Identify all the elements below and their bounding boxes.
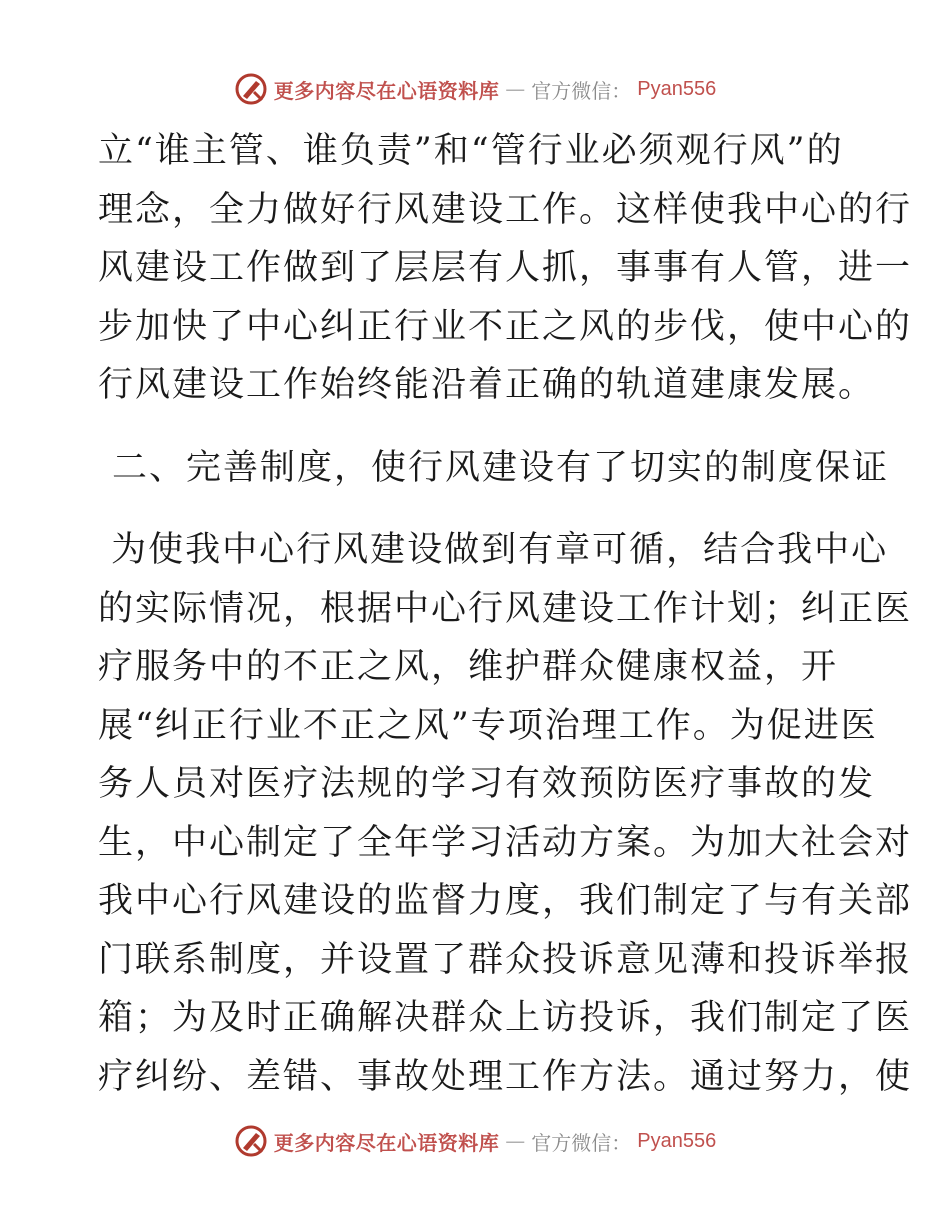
text-line: 立“谁主管、谁负责”和“管行业必须观行风”的 <box>98 131 844 171</box>
text-line: 的实际情况，根据中心行风建设工作计划；纠正医 <box>98 588 913 629</box>
paragraph-1 <box>98 122 913 415</box>
spacer <box>98 497 858 521</box>
brand-logo-icon <box>234 72 268 106</box>
section-heading: 二、完善制度，使行风建设有了切实的制度保证 <box>112 447 890 488</box>
banner-separator: — <box>505 77 526 101</box>
footer-banner <box>0 1124 950 1158</box>
banner-wechat-id: Pyan556 <box>637 77 717 100</box>
text-line: 箱；为及时正确解决群众上访投诉，我们制定了医 <box>98 998 913 1038</box>
text-line: 展“纠正行业不正之风”专项治理工作。为促进医 <box>98 705 878 746</box>
text-line: 生，中心制定了全年学习活动方案。为加大社会对 <box>98 822 913 863</box>
banner-site-text: 更多内容尽在心语资料库 <box>273 1130 500 1155</box>
header-banner <box>0 72 950 106</box>
banner-wechat-label: 官方微信： <box>531 78 632 103</box>
banner-separator: — <box>505 1129 526 1153</box>
text-line: 行风建设工作始终能沿着正确的轨道建康发展。 <box>98 365 876 405</box>
paragraph-2 <box>98 521 913 1106</box>
text-line: 务人员对医疗法规的学习有效预防医疗事故的发 <box>98 764 876 804</box>
brand-logo-icon <box>234 1124 268 1158</box>
text-line: 理念，全力做好行风建设工作。这样使我中心的行 <box>98 189 913 230</box>
banner-site-text: 更多内容尽在心语资料库 <box>273 78 500 103</box>
text-line: 步加快了中心纠正行业不正之风的步伐，使中心的 <box>98 306 913 347</box>
text-line: 风建设工作做到了层层有人抓，事事有人管，进一 <box>98 248 913 288</box>
text-line: 疗服务中的不正之风，维护群众健康权益，开 <box>98 647 839 687</box>
banner-wechat-id: Pyan556 <box>637 1129 717 1152</box>
text-line: 门联系制度，并设置了群众投诉意见薄和投诉举报 <box>98 939 913 980</box>
text-line: 疗纠纷、差错、事故处理工作方法。通过努力，使 <box>98 1056 913 1097</box>
text-line: 我中心行风建设的监督力度，我们制定了与有关部 <box>98 881 913 921</box>
document-body <box>98 122 913 1106</box>
text-line: 为使我中心行风建设做到有章可循，结合我中心 <box>98 530 889 570</box>
spacer <box>98 415 858 439</box>
banner-wechat-label: 官方微信： <box>531 1130 632 1155</box>
